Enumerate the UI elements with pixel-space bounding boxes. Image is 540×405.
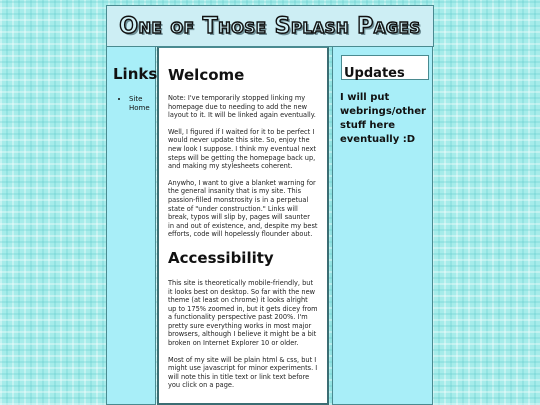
welcome-heading: Welcome <box>168 66 245 84</box>
updates-box <box>341 55 429 80</box>
updates-sidebar <box>332 47 433 405</box>
updates-heading: Updates <box>344 66 405 81</box>
accessibility-paragraph: This site is theoretically mobile-friendly, but it looks best on desktop. So far with the new theme (at least on chrome) it looks alright up to 175% zoomed in, but it gets dicey from a functionality perspective past 200%. I'm pretty sure everything works in most major browsers, although I believe it might be a bit broken on Internet Explorer 10 or older. <box>168 278 318 348</box>
welcome-paragraph: Anywho, I want to give a blanket warning for the general insanity that is my site. This passion-filled monstrosity is in a perpetual state of "under construction." Links will break, typos will slip by, pages will saunter in and out of existence, and, despite my best efforts, code will hopelessly flounder about. <box>168 178 318 239</box>
accessibility-paragraph: Most of my site will be plain html & css, but I might use javascript for minor experiments. I will note this in title text or link text before you click on a page. <box>168 355 318 390</box>
main-content <box>157 47 329 405</box>
links-list <box>107 95 155 113</box>
welcome-paragraph: Note: I've temporarily stopped linking my homepage due to needing to add the new layout to it. It will be linked again eventually. <box>168 94 316 120</box>
site-title: One of Those Splash Pages <box>119 13 421 39</box>
sidebar-item-site-home[interactable]: • Site Home <box>129 95 155 113</box>
updates-text: I will put webrings/other stuff here eventually :D <box>340 92 426 145</box>
site-banner <box>106 5 434 47</box>
welcome-paragraph: Well, I figured if I waited for it to be perfect I would never update this site. So, enjoy the new look I suppose. I think my eventual next steps will be getting the homepage back up, and making my stylesheets coherent. <box>168 127 316 171</box>
links-heading: Links <box>113 65 158 83</box>
accessibility-heading: Accessibility <box>168 248 274 267</box>
links-sidebar <box>106 47 156 405</box>
